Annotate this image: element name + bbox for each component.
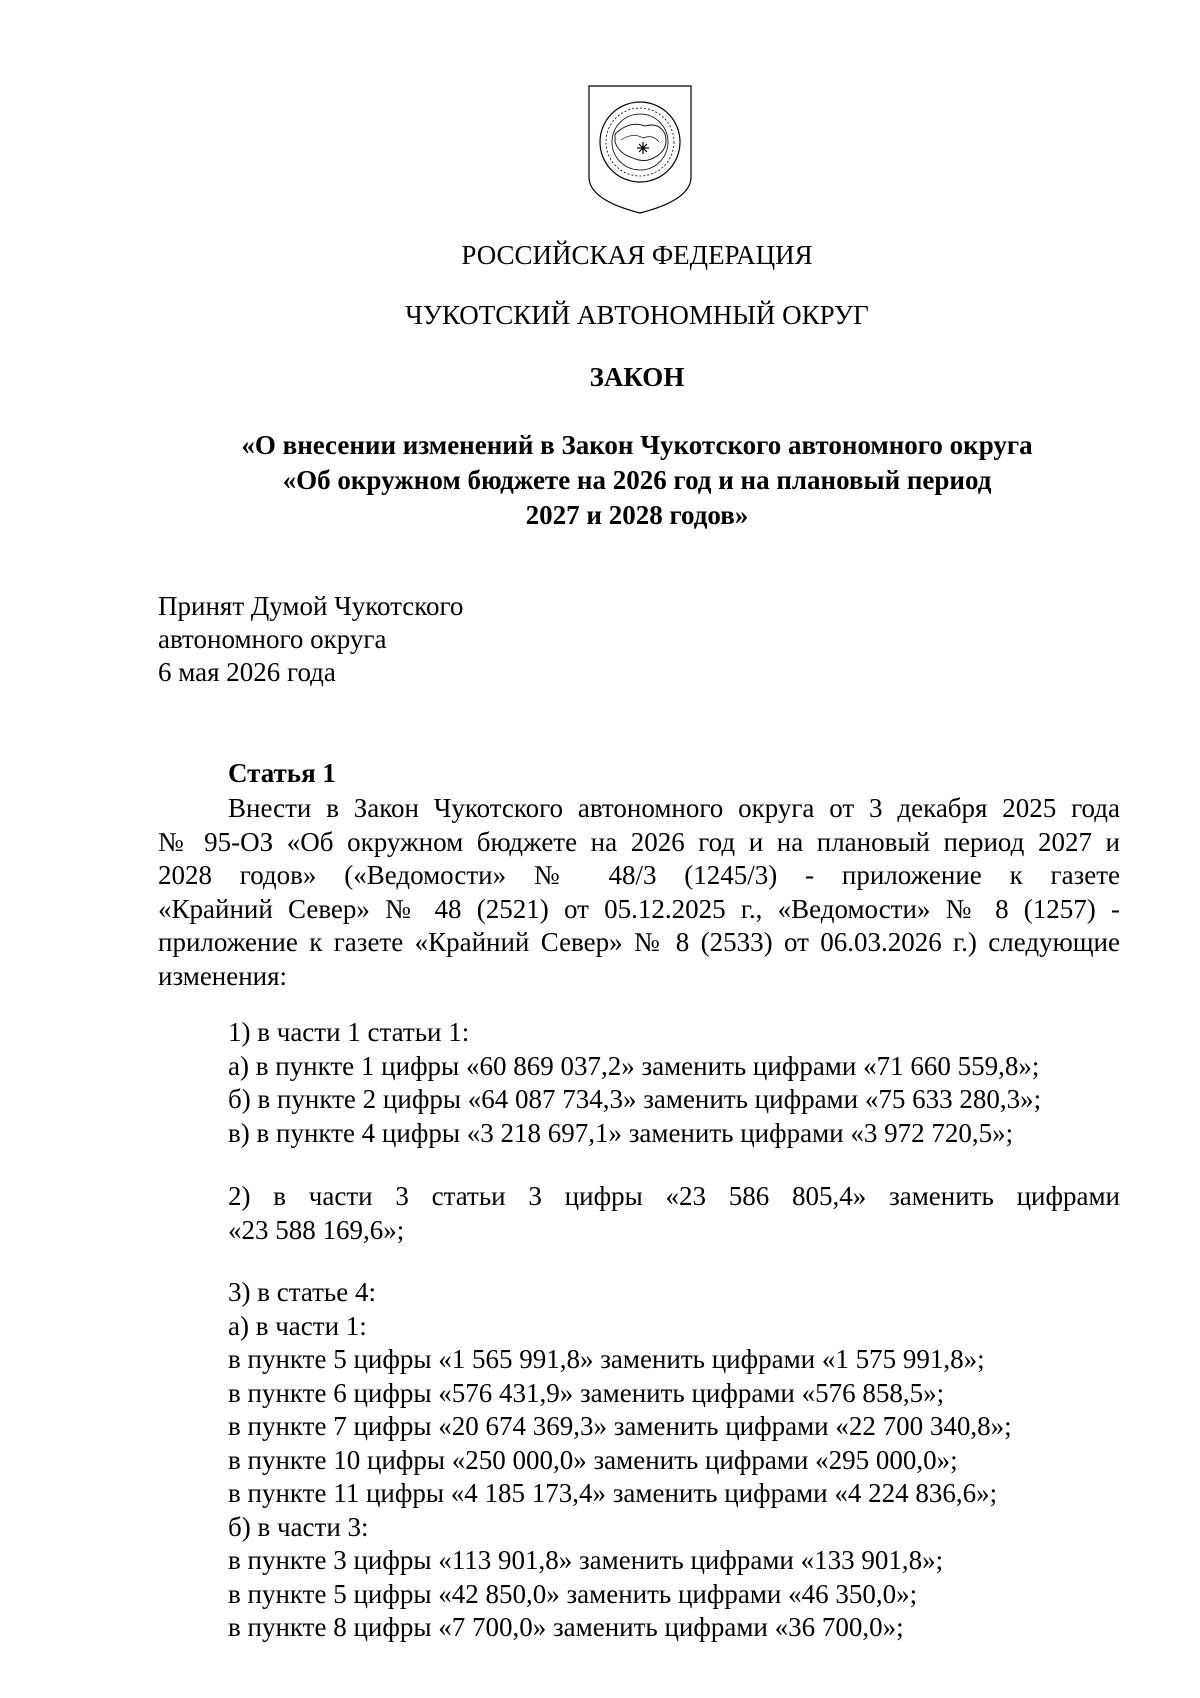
amendment-line: в пункте 7 цифры «20 674 369,3» заменить цифрами «22 700 340,8»; (228, 1411, 1012, 1441)
amendment-subitem: б) в пункте 2 цифры «64 087 734,3» заменить цифрами «75 633 280,3»; (228, 1084, 1042, 1114)
amendment-line: «23 588 169,6»; (228, 1214, 405, 1245)
amendment-heading: 3) в статье 4: (228, 1277, 376, 1307)
law-title-line: «О внесении изменений в Закон Чукотского автономного округа (241, 430, 1033, 460)
article-body-line: Внести в Закон Чукотского автономного округа от 3 декабря 2025 года (228, 793, 1120, 823)
adoption-date: 6 мая 2026 года (158, 657, 336, 687)
adoption-line: автономного округа (158, 624, 387, 654)
region-heading: ЧУКОТСКИЙ АВТОНОМНЫЙ ОКРУГ (405, 300, 869, 330)
law-title-line: «Об окружном бюджете на 2026 год и на плановый период (282, 465, 992, 495)
article-heading: Статья 1 (228, 758, 336, 788)
amendment-subitem: а) в пункте 1 цифры «60 869 037,2» заменить цифрами «71 660 559,8»; (228, 1050, 1040, 1081)
amendment-line: в пункте 10 цифры «250 000,0» заменить цифрами «295 000,0»; (228, 1444, 958, 1475)
amendment-line: в пункте 3 цифры «113 901,8» заменить цифрами «133 901,8»; (228, 1545, 944, 1575)
document-type-heading: ЗАКОН (589, 362, 685, 392)
amendment-subheading: а) в части 1: (228, 1310, 367, 1341)
amendment-subheading: б) в части 3: (228, 1511, 369, 1542)
amendment-line: в пункте 11 цифры «4 185 173,4» заменить цифрами «4 224 836,6»; (228, 1478, 998, 1508)
article-body-line: приложение к газете «Крайний Север» № 8 (2533) от 06.03.2026 г.) следующие (158, 927, 1120, 957)
article-body-line: № 95-ОЗ «Об окружном бюджете на 2026 год и на плановый период 2027 и (158, 826, 1120, 857)
country-heading: РОССИЙСКАЯ ФЕДЕРАЦИЯ (461, 240, 813, 270)
amendment-line: 2) в части 3 статьи 3 цифры «23 586 805,4» заменить цифрами (228, 1181, 1120, 1211)
adoption-note (158, 590, 463, 689)
law-title (0, 428, 1200, 533)
coat-of-arms-emblem (585, 82, 695, 217)
article-body-line: изменения: (158, 960, 288, 991)
amendment-line: в пункте 6 цифры «576 431,9» заменить цифрами «576 858,5»; (228, 1377, 945, 1408)
article-body-line: «Крайний Север» № 48 (2521) от 05.12.2025 г., «Ведомости» № 8 (1257) - (158, 893, 1120, 924)
amendment-heading: 1) в части 1 статьи 1: (228, 1017, 470, 1047)
amendment-line: в пункте 5 цифры «1 565 991,8» заменить цифрами «1 575 991,8»; (228, 1344, 985, 1374)
adoption-line: Принят Думой Чукотского (158, 591, 464, 621)
article-body-line: 2028 годов» («Ведомости» № 48/3 (1245/3) - приложение к газете (158, 860, 1120, 890)
article-body (158, 792, 1120, 993)
amendment-subitem: в) в пункте 4 цифры «3 218 697,1» заменить цифрами «3 972 720,5»; (228, 1117, 1014, 1148)
amendment-item-3 (228, 1276, 1120, 1645)
law-title-line: 2027 и 2028 годов» (525, 500, 749, 530)
amendment-line: в пункте 8 цифры «7 700,0» заменить цифрами «36 700,0»; (228, 1612, 904, 1642)
amendment-item-1 (228, 1016, 1120, 1150)
amendment-item-2 (228, 1180, 1120, 1247)
amendment-line: в пункте 5 цифры «42 850,0» заменить цифрами «46 350,0»; (228, 1578, 918, 1609)
